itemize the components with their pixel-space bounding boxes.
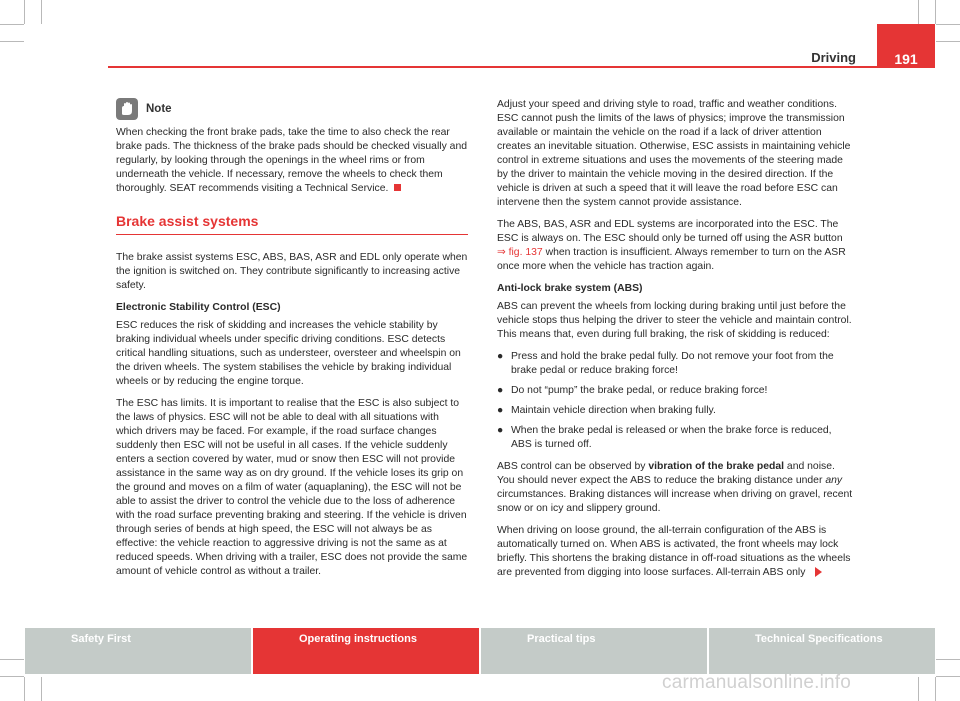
crop-mark bbox=[918, 677, 919, 701]
page-number: 191 bbox=[877, 24, 935, 68]
crop-mark bbox=[935, 0, 936, 24]
abs-paragraph-2 bbox=[497, 460, 854, 516]
crop-mark bbox=[0, 676, 24, 677]
list-item bbox=[497, 384, 854, 398]
crop-mark bbox=[0, 659, 24, 660]
crop-mark bbox=[24, 677, 25, 701]
left-column bbox=[116, 98, 468, 587]
note-icon bbox=[116, 98, 138, 120]
bullet-text: When the brake pedal is released or when the brake force is reduced, ABS is turned off. bbox=[511, 425, 832, 450]
abs-paragraph-3 bbox=[497, 524, 854, 580]
bullet-text: Maintain vehicle direction when braking fully. bbox=[511, 405, 716, 416]
crop-mark bbox=[935, 677, 936, 701]
esc-paragraph-1: ESC reduces the risk of skidding and increases the vehicle stability by braking individual wheels under specific driving conditions. ESC detects critical handling situations, such as understeer, oversteer and wheelspin on the driven wheels. The system stabilises the vehicle by braking individual wheels or by reducing the engine torque. bbox=[116, 320, 461, 387]
abs-heading: Anti-lock brake system (ABS) bbox=[497, 283, 643, 294]
header-rule bbox=[108, 66, 878, 68]
esc-paragraph-2: The ESC has limits. It is important to realise that the ESC is also subject to the laws of physics. ESC will not be able to deal with all situations with which drivers may be faced. For example, if the road surface changes suddenly then ESC will not be useful in all cases. If the vehicle suddenly enters a section covered by water, mud or snow then ESC will not provide assistance in the same way as on dry ground. If the vehicle loses its grip on the ground and moves on a film of water (aquaplaning), the ESC will not be able to assist the driver to control the vehicle due to the loss of adherence with the road surface preventing braking and steering. If the vehicle is driven through series of bends at high speed, the ESC will not always be as effective: the vehicle reaction to aggressive driving is not the same as at reduced speeds. When driving with a trailer, ESC does not provide the same amount of vehicle control as without a trailer. bbox=[116, 398, 468, 577]
crop-mark bbox=[24, 0, 25, 24]
list-item bbox=[497, 350, 854, 378]
systems-text-a: The ABS, BAS, ASR and EDL systems are incorporated into the ESC. The ESC is always on. The ESC should only be turned off using the ASR button bbox=[497, 219, 843, 244]
crop-mark bbox=[918, 0, 919, 24]
abs-text-bold: vibration of the brake pedal bbox=[648, 461, 785, 472]
bullet-text: Press and hold the brake pedal fully. Do not remove your foot from the brake pedal or reduce braking force! bbox=[511, 351, 834, 376]
right-column bbox=[497, 98, 854, 588]
watermark: carmanualsonline.info bbox=[662, 672, 852, 693]
abs-text-italic: any bbox=[825, 475, 843, 486]
crop-mark bbox=[936, 41, 960, 42]
tab-practical-tips[interactable]: Practical tips bbox=[481, 628, 707, 674]
running-header-title: Driving bbox=[811, 50, 856, 65]
esc-heading: Electronic Stability Control (ESC) bbox=[116, 302, 281, 313]
section-title: Brake assist systems bbox=[116, 213, 259, 229]
crop-mark bbox=[936, 659, 960, 660]
abs-text-c: circumstances. Braking distances will increase when driving on gravel, recent snow or on icy and slippery ground. bbox=[497, 489, 853, 514]
bullet-icon: ● bbox=[497, 405, 504, 416]
bullet-text: Do not “pump” the brake pedal, or reduce braking force! bbox=[511, 385, 768, 396]
tab-technical-specifications[interactable]: Technical Specifications bbox=[709, 628, 935, 674]
list-item bbox=[497, 404, 854, 418]
section-rule bbox=[116, 234, 468, 235]
esc-limits-paragraph: Adjust your speed and driving style to road, traffic and weather conditions. ESC cannot push the limits of the laws of physics; improve the transmission available or maintain the vehicle on the road if a lack of driver attention creates an inevitable situation. Otherwise, ESC assists in maintaining vehicle control in extreme situations and uses the movements of the steering made by the driver to maintain the vehicle moving in the desired direction. If the vehicle is driven at such a speed that it will leave the road before ESC can intervene then the system cannot provide assistance. bbox=[497, 99, 851, 208]
footer-nav bbox=[25, 628, 935, 674]
crop-mark bbox=[41, 677, 42, 701]
abs-text-b: and noise. You should never expect the ABS to reduce the braking distance under bbox=[497, 461, 835, 486]
tab-safety-first[interactable]: Safety First bbox=[25, 628, 251, 674]
list-item bbox=[497, 424, 854, 452]
crop-mark bbox=[936, 24, 960, 25]
note-title: Note bbox=[146, 103, 172, 115]
note-heading bbox=[116, 98, 468, 120]
tab-operating-instructions[interactable]: Operating instructions bbox=[253, 628, 479, 674]
abs-text-a: ABS control can be observed by bbox=[497, 461, 646, 472]
note-text bbox=[116, 126, 468, 196]
bullet-icon: ● bbox=[497, 351, 504, 362]
crop-mark bbox=[41, 0, 42, 24]
continue-arrow-icon bbox=[815, 567, 822, 577]
bullet-icon: ● bbox=[497, 425, 504, 436]
intro-paragraph: The brake assist systems ESC, ABS, BAS, ASR and EDL only operate when the ignition is switched on. They contribute significantly to increasing active safety. bbox=[116, 252, 468, 291]
crop-mark bbox=[0, 24, 24, 25]
crop-mark bbox=[0, 41, 24, 42]
systems-paragraph bbox=[497, 218, 854, 274]
end-marker-icon bbox=[394, 184, 401, 191]
figure-link[interactable]: ⇒ fig. 137 bbox=[497, 247, 543, 258]
abs-paragraph-1: ABS can prevent the wheels from locking during braking until just before the vehicle stops thus helping the driver to steer the vehicle and maintain control. This means that, even during full braking, the risk of skidding is reduced: bbox=[497, 301, 852, 340]
systems-text-b: when traction is insufficient. Always remember to turn on the ASR once more when the vehicle has traction again. bbox=[497, 247, 846, 272]
note-body: When checking the front brake pads, take the time to also check the rear brake pads. The thickness of the brake pads should be checked visually and regularly, by looking through the openings in the wheel rims or from underneath the vehicle. If necessary, remove the wheels to check them thoroughly. SEAT recommends visiting a Technical Service. bbox=[116, 127, 467, 194]
bullet-icon: ● bbox=[497, 385, 504, 396]
crop-mark bbox=[936, 676, 960, 677]
abs-text-3: When driving on loose ground, the all-terrain configuration of the ABS is automatically turned on. When ABS is activated, the front wheels may lock briefly. This shortens the braking distance in off-road situations as the wheels are prevented from digging into loose surfaces. All-terrain ABS only bbox=[497, 525, 851, 578]
